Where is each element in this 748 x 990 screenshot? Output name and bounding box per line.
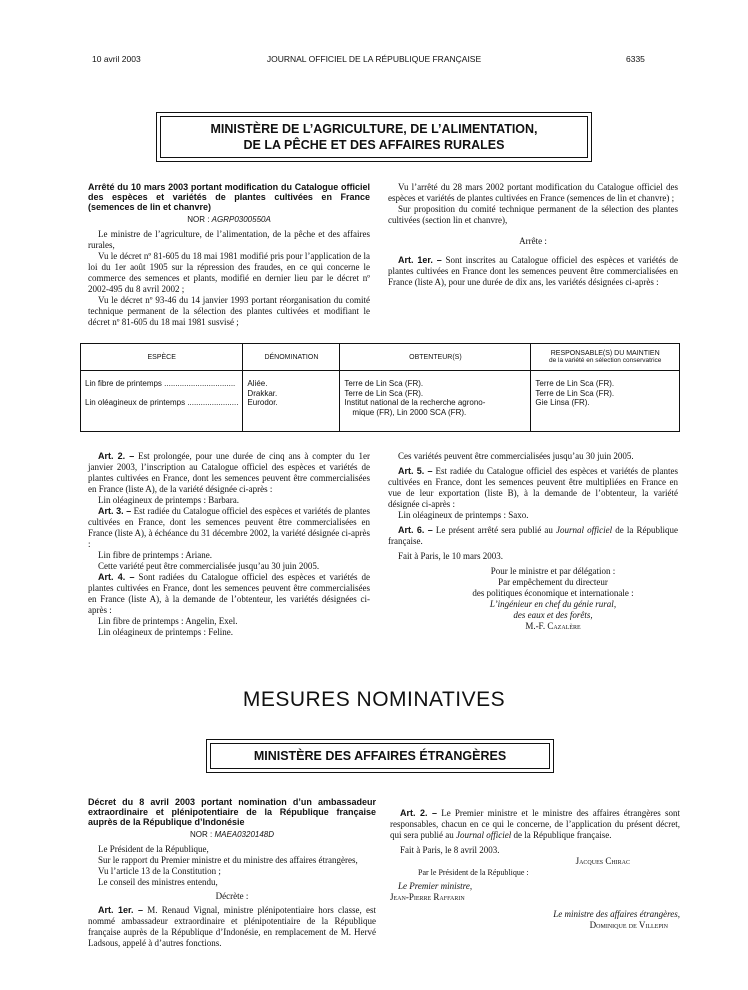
arrete-article-3-item: Lin fibre de printemps : Ariane.	[98, 550, 212, 560]
decret-pm-name: Jean-Pierre Raffarin	[390, 892, 465, 902]
decret-para-1: Le Président de la République,	[98, 844, 209, 854]
arrete-signature: Pour le ministre et par délégation : Par empêchement du directeur des politiques économique et internationale : L’ingénieur en chef du génie rural, des eaux et des forêts, M.-F. Cazalère	[472, 566, 634, 631]
ministry-line-1: MINISTÈRE DE L’AGRICULTURE, DE L’ALIMENTATION,	[210, 122, 538, 136]
arrete-article-5-item: Lin oléagineux de printemps : Saxo.	[398, 510, 529, 520]
decret-verb: Décrète :	[215, 891, 249, 901]
arrete-para-2: Vu le décret nº 81-605 du 18 mai 1981 modifié pris pour l’application de la loi du 1er août 1905 sur la répression des fraudes, en ce qui concerne le commerce des semences et plants, modifié en dernier lieu par le décret nº 2002-495 du 8 avril 2002 ;	[88, 251, 370, 294]
table-header-obtenteurs: OBTENTEUR(S)	[340, 344, 531, 371]
ministry-foreign-affairs-title: MINISTÈRE DES AFFAIRES ÉTRANGÈRES	[253, 749, 507, 763]
ministry-agriculture-title	[157, 121, 591, 153]
decret-article-2: Art. 2. – Le Premier ministre et le ministre des affaires étrangères sont responsables, chacun en ce qui le concerne, de l’application du présent décret, qui sera publié au Journal officiel de la République française.	[390, 808, 680, 840]
decret-right-column	[390, 797, 680, 931]
decret-para-2: Sur le rapport du Premier ministre et du ministre des affaires étrangères,	[98, 855, 358, 865]
decret-left-column	[88, 797, 376, 949]
header-journal-title: JOURNAL OFFICIEL DE LA RÉPUBLIQUE FRANÇAISE	[266, 54, 482, 64]
table-cell-obtenteurs: Terre de Lin Sca (FR). Terre de Lin Sca (FR). Institut national de la recherche agrono- mique (FR), Lin 2000 SCA (FR).	[340, 371, 531, 432]
decret-par-president: Par le Président de la République :	[418, 868, 529, 877]
arrete-para-1: Le ministre de l’agriculture, de l’alimentation, de la pêche et des affaires rurales,	[88, 229, 370, 250]
decret-done-at: Fait à Paris, le 8 avril 2003.	[400, 845, 500, 855]
header-date: 10 avril 2003	[92, 54, 141, 64]
arrete-title: Arrêté du 10 mars 2003 portant modification du Catalogue officiel des espèces et variétés de plantes cultivées en France (semences de lin et chanvre)	[88, 182, 370, 212]
arrete-left-column	[88, 182, 370, 328]
arrete-verb: Arrête :	[519, 236, 547, 246]
arrete-article-4-note: Ces variétés peuvent être commercialisées jusqu’au 30 juin 2005.	[398, 451, 634, 461]
decret-signer: Jacques Chirac	[575, 856, 630, 866]
varieties-table	[80, 343, 680, 432]
arrete-articles-right	[388, 451, 678, 632]
arrete-article-2-item: Lin oléagineux de printemps : Barbara.	[98, 495, 239, 505]
table-header-responsables: RESPONSABLE(S) DU MAINTIEN de la variété en sélection conservatrice	[531, 344, 680, 371]
decret-mae-title: Le ministre des affaires étrangères,	[553, 909, 680, 919]
arrete-nor: NOR : AGRP0300550A	[187, 215, 271, 224]
decret-article-1: Art. 1er. – M. Renaud Vignal, ministre plénipotentiaire hors classe, est nommé ambassadeur extraordinaire et plénipotentiaire de la République française auprès de la République d’Indonésie, en remplacement de M. Hervé Ladsous, appelé à d’autres fonctions.	[88, 905, 377, 948]
decret-title: Décret du 8 avril 2003 portant nomination d’un ambassadeur extraordinaire et plénipotentiaire de la République française auprès de la République d’Indonésie	[88, 797, 376, 827]
arrete-article-5: Art. 5. – Est radiée du Catalogue officiel des espèces et variétés de plantes cultivées en France, dont les semences peuvent être multipliées en France en vue de leur exportation (liste B), à la demande de l’obtenteur, la variété désignée ci-après :	[388, 466, 679, 509]
arrete-article-1: Art. 1er. – Sont inscrites au Catalogue officiel des espèces et variétés de plantes cultivées en France dont les semences peuvent être commercialisées en France (liste A), pour une durée de dix ans, les variétés désignées ci-après :	[388, 255, 679, 287]
ministry-foreign-affairs-box	[206, 739, 554, 773]
table-cell-responsables: Terre de Lin Sca (FR). Terre de Lin Sca (FR). Gie Linsa (FR).	[531, 371, 680, 432]
arrete-right-column	[388, 182, 678, 288]
arrete-para-3: Vu le décret nº 93-46 du 14 janvier 1993 portant réorganisation du comité technique permanent de la sélection des plantes cultivées et modifiant le décret nº 81-605 du 18 mai 1981 susvisé ;	[88, 295, 370, 327]
arrete-article-4-item-1: Lin fibre de printemps : Angelin, Exel.	[98, 616, 238, 626]
table-header-espece: ESPÈCE	[81, 344, 243, 371]
ministry-line-2: DE LA PÊCHE ET DES AFFAIRES RURALES	[243, 138, 505, 152]
decret-para-4: Le conseil des ministres entendu,	[98, 877, 218, 887]
table-row	[81, 371, 680, 432]
ministry-agriculture-box	[156, 112, 592, 162]
arrete-para-5: Sur proposition du comité technique permanent de la sélection des plantes cultivées (section lin et chanvre),	[388, 204, 678, 225]
decret-para-3: Vu l’article 13 de la Constitution ;	[98, 866, 221, 876]
decret-pm-title: Le Premier ministre,	[398, 881, 473, 891]
header-page-number: 6335	[626, 54, 645, 64]
arrete-article-6: Art. 6. – Le présent arrêté sera publié au Journal officiel de la République française.	[388, 525, 679, 546]
arrete-para-4: Vu l’arrêté du 28 mars 2002 portant modification du Catalogue officiel des espèces et variétés de plantes cultivées en France (semences de lin et chanvre) ;	[388, 182, 678, 203]
arrete-article-4-item-2: Lin oléagineux de printemps : Feline.	[98, 627, 233, 637]
decret-nor: NOR : MAEA0320148D	[189, 830, 275, 839]
table-header-denomination: DÉNOMINATION	[243, 344, 340, 371]
section-title-mesures-nominatives: MESURES NOMINATIVES	[242, 688, 506, 711]
decret-mae-name: Dominique de Villepin	[589, 920, 668, 930]
table-cell-denomination: Aliée. Drakkar. Eurodor.	[243, 371, 340, 432]
arrete-article-4: Art. 4. – Sont radiées du Catalogue officiel des espèces et variétés de plantes cultivées en France, dont les semences peuvent être commercialisées en France (liste A), à la demande de l’obtenteur, les variétés désignées ci-après :	[88, 572, 370, 615]
arrete-article-3: Art. 3. – Est radiée du Catalogue officiel des espèces et variétés de plantes cultivées en France, dont les semences peuvent être commercialisées en France (liste A), à échéance du 31 décembre 2002, la variété désignée ci-après :	[88, 506, 371, 549]
arrete-done-at: Fait à Paris, le 10 mars 2003.	[398, 551, 503, 561]
table-cell-espece: Lin fibre de printemps ................................ Lin oléagineux de printemps .......................	[81, 371, 243, 432]
arrete-article-3-note: Cette variété peut être commercialisée jusqu’au 30 juin 2005.	[98, 561, 320, 571]
arrete-article-2: Art. 2. – Est prolongée, pour une durée de cinq ans à compter du 1er janvier 2003, l’inscription au Catalogue officiel des espèces et variétés de plantes cultivées en France, dont les semences peuvent être commercialisées en France (liste A), de la variété désignée ci-après :	[88, 451, 371, 494]
arrete-articles-left	[88, 451, 370, 638]
